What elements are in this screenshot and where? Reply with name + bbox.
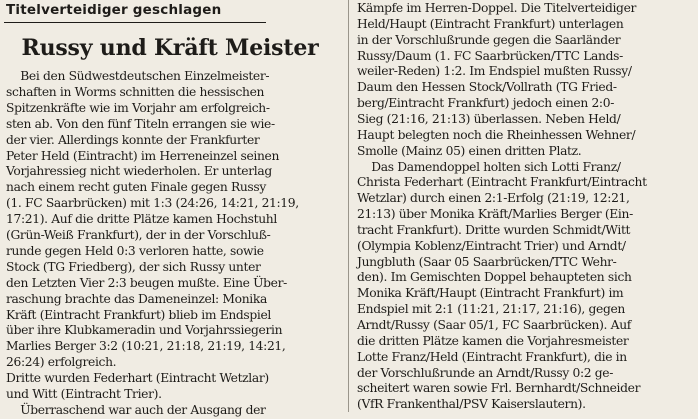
text-line: Kämpfe im Herren-Doppel. Die Titelverteidiger: [357, 1, 637, 15]
text-line: Arndt/Russy (Saar 05/1, FC Saarbrücken). Auf: [357, 318, 631, 332]
text-line: (VfR Frankenthal/PSV Kaiserslautern).: [357, 397, 586, 412]
text-line: in der Vorschlußrunde gegen die Saarländer: [357, 32, 621, 47]
text-line: Christa Federhart (Eintracht Frankfurt/Eintracht: [357, 175, 647, 190]
text-line: weiler-Reden) 1:2. Im Endspiel mußten Russy/: [357, 64, 632, 79]
text-line: scheitert waren sowie Frl. Bernhardt/Schneider: [357, 381, 641, 396]
text-line: den). Im Gemischten Doppel behaupteten sich: [357, 270, 632, 285]
text-line: (Grün-Weiß Frankfurt), der in der Vorschluß-: [6, 228, 271, 242]
text-line: Überraschend war auch der Ausgang der: [6, 402, 266, 417]
text-line: den Letzten Vier 2:3 beugen mußte. Eine Über-: [6, 275, 287, 290]
text-line: runde gegen Held 0:3 verloren hatte, sowie: [6, 243, 264, 258]
text-line: und Witt (Eintracht Trier).: [6, 387, 162, 401]
text-line: die dritten Plätze kamen die Vorjahresmeister: [357, 333, 629, 348]
text-line: der Vorschlußrunde an Arndt/Russy 0:2 ge-: [357, 365, 614, 380]
text-line: Smolle (Mainz 05) einen dritten Platz.: [357, 143, 582, 158]
text-line: Sieg (21:16, 21:13) überlassen. Neben Held/: [357, 111, 621, 126]
text-line: Haupt belegten noch die Rheinhessen Wehner/: [357, 127, 636, 142]
text-line: sten ab. Von den fünf Titeln errangen sie wie-: [6, 116, 275, 131]
text-line: Kräft (Eintracht Frankfurt) blieb im Endspiel: [6, 307, 271, 322]
text-line: Spitzenkräfte wie im Vorjahr am erfolgreich-: [6, 100, 270, 115]
column-divider: [348, 0, 349, 412]
text-line: Bei den Südwestdeutschen Einzelmeister-: [6, 69, 270, 83]
kicker-underline-rule: [4, 22, 266, 23]
article-headline: Russy und Kräft Meister: [21, 35, 319, 61]
text-line: 21:13) über Monika Kräft/Marlies Berger (Ein-: [357, 207, 633, 222]
text-line: Wetzlar) durch einen 2:1-Erfolg (21:19, 12:21,: [357, 191, 630, 206]
text-line: Endspiel mit 2:1 (11:21, 21:17, 21:16), gegen: [357, 302, 625, 317]
text-line: über ihre Klubkameradin und Vorjahrssiegerin: [6, 323, 283, 338]
text-line: Russy/Daum (1. FC Saarbrücken/TTC Lands-: [357, 48, 623, 63]
text-line: Dritte wurden Federhart (Eintracht Wetzlar): [6, 371, 269, 386]
text-line: Jungbluth (Saar 05 Saarbrücken/TTC Wehr-: [357, 254, 617, 269]
text-line: Vorjahressieg nicht wiederholen. Er unterlag: [6, 164, 272, 179]
text-line: schaften in Worms schnitten die hessischen: [6, 84, 265, 99]
text-line: Lotte Franz/Held (Eintracht Frankfurt), die in: [357, 349, 627, 364]
text-line: Monika Kräft/Haupt (Eintracht Frankfurt) im: [357, 286, 624, 301]
text-line: Stock (TG Friedberg), der sich Russy unter: [6, 259, 261, 274]
text-line: tracht Frankfurt). Dritte wurden Schmidt/Witt: [357, 222, 631, 237]
text-line: Peter Held (Eintracht) im Herreneinzel seinen: [6, 148, 280, 163]
text-line: Held/Haupt (Eintracht Frankfurt) unterlagen: [357, 16, 624, 31]
text-line: Marlies Berger 3:2 (10:21, 21:18, 21:19, 14:21,: [6, 339, 286, 354]
text-line: nach einem recht guten Finale gegen Russy: [6, 180, 266, 195]
text-line: 17:21). Auf die dritte Plätze kamen Hochstuhl: [6, 212, 277, 227]
text-line: der vier. Allerdings konnte der Frankfurter: [6, 132, 260, 147]
text-line: (Olympia Koblenz/Eintracht Trier) und Arndt/: [357, 238, 626, 253]
text-line: berg/Eintracht Frankfurt) jedoch einen 2:0-: [357, 96, 615, 111]
kicker-headline: Titelverteidiger geschlagen: [6, 2, 222, 18]
text-line: Daum den Hessen Stock/Vollrath (TG Fried-: [357, 80, 617, 95]
text-line: raschung brachte das Dameneinzel: Monika: [6, 291, 267, 306]
text-line: Das Damendoppel holten sich Lotti Franz/: [357, 159, 621, 174]
text-line: 26:24) erfolgreich.: [6, 355, 117, 370]
text-line: (1. FC Saarbrücken) mit 1:3 (24:26, 14:21, 21:19,: [6, 196, 299, 211]
